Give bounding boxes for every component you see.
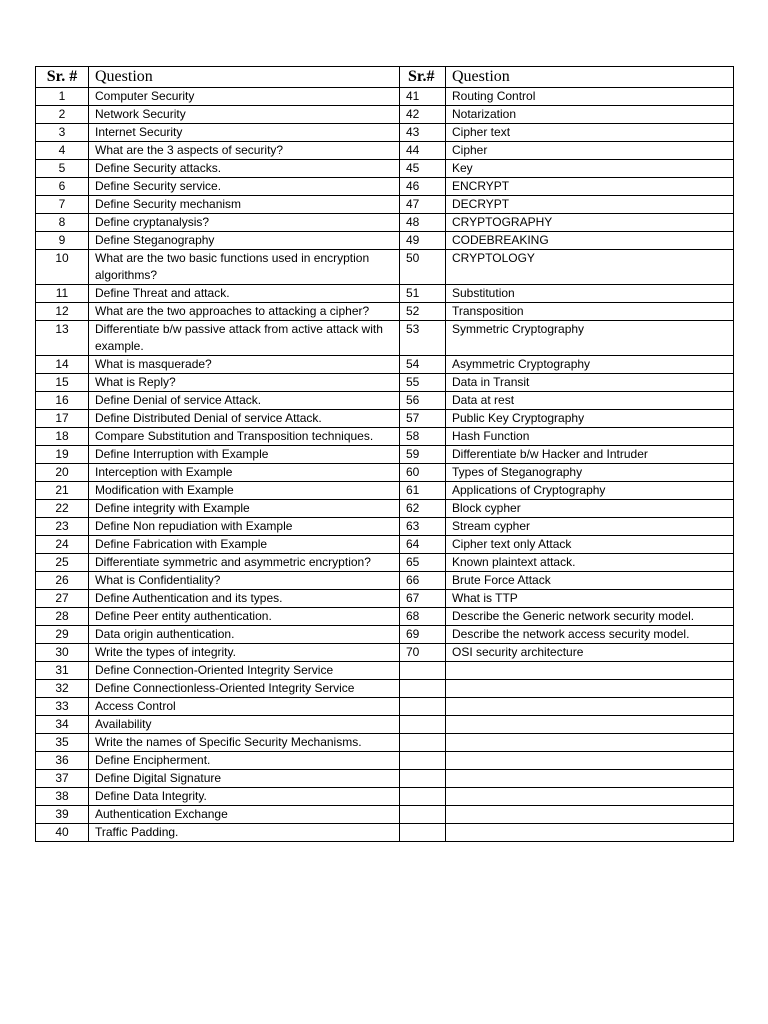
question-left: Define Data Integrity. [89,788,400,806]
sr-number-right: 46 [400,178,446,196]
question-right [446,752,734,770]
sr-number-right: 51 [400,285,446,303]
table-row [36,214,734,232]
table-row [36,500,734,518]
sr-number-right: 69 [400,626,446,644]
question-right: OSI security architecture [446,644,734,662]
question-right: CRYPTOLOGY [446,250,734,285]
sr-number-right [400,662,446,680]
sr-number-left: 34 [36,716,89,734]
sr-number-right: 44 [400,142,446,160]
question-right [446,806,734,824]
question-left: What are the 3 aspects of security? [89,142,400,160]
sr-number-right [400,806,446,824]
table-row [36,788,734,806]
sr-number-right: 47 [400,196,446,214]
question-right: Key [446,160,734,178]
question-left: Define integrity with Example [89,500,400,518]
question-right: Symmetric Cryptography [446,321,734,356]
question-right [446,734,734,752]
table-row [36,410,734,428]
question-right: Differentiate b/w Hacker and Intruder [446,446,734,464]
sr-number-left: 20 [36,464,89,482]
question-left: Define Interruption with Example [89,446,400,464]
table-row [36,554,734,572]
sr-number-left: 15 [36,374,89,392]
question-right [446,698,734,716]
table-row [36,698,734,716]
question-right: Cipher text [446,124,734,142]
sr-number-left: 9 [36,232,89,250]
table-row [36,106,734,124]
sr-number-left: 32 [36,680,89,698]
question-right: Brute Force Attack [446,572,734,590]
question-left: Define Security attacks. [89,160,400,178]
question-right: Substitution [446,285,734,303]
sr-number-left: 13 [36,321,89,356]
question-left: What is Confidentiality? [89,572,400,590]
table-row [36,392,734,410]
sr-number-right: 55 [400,374,446,392]
sr-number-right: 60 [400,464,446,482]
question-right: Routing Control [446,88,734,106]
sr-number-right: 50 [400,250,446,285]
sr-number-right [400,770,446,788]
table-row [36,626,734,644]
sr-number-left: 35 [36,734,89,752]
sr-number-left: 25 [36,554,89,572]
question-left: Define Authentication and its types. [89,590,400,608]
sr-number-left: 19 [36,446,89,464]
table-row [36,518,734,536]
sr-number-right [400,698,446,716]
table-row [36,321,734,356]
table-row [36,536,734,554]
header-sr-left: Sr. # [36,67,89,88]
question-left: Differentiate b/w passive attack from active attack with example. [89,321,400,356]
sr-number-left: 23 [36,518,89,536]
question-left: What are the two approaches to attacking a cipher? [89,303,400,321]
header-question-left: Question [89,67,400,88]
table-row [36,285,734,303]
question-left: Define Denial of service Attack. [89,392,400,410]
sr-number-left: 1 [36,88,89,106]
question-left: Authentication Exchange [89,806,400,824]
sr-number-left: 6 [36,178,89,196]
sr-number-right [400,680,446,698]
question-right [446,680,734,698]
sr-number-right: 49 [400,232,446,250]
table-row [36,806,734,824]
question-right [446,716,734,734]
table-row [36,482,734,500]
question-left: What are the two basic functions used in encryption algorithms? [89,250,400,285]
question-right [446,824,734,842]
table-row [36,446,734,464]
sr-number-right: 66 [400,572,446,590]
question-right: Types of Steganography [446,464,734,482]
question-right: Data in Transit [446,374,734,392]
question-right [446,770,734,788]
sr-number-right: 61 [400,482,446,500]
sr-number-right [400,716,446,734]
sr-number-left: 2 [36,106,89,124]
sr-number-left: 26 [36,572,89,590]
question-left: Data origin authentication. [89,626,400,644]
sr-number-right [400,824,446,842]
sr-number-right: 43 [400,124,446,142]
table-row [36,464,734,482]
question-left: Computer Security [89,88,400,106]
question-left: Differentiate symmetric and asymmetric encryption? [89,554,400,572]
sr-number-right: 59 [400,446,446,464]
table-row [36,734,734,752]
sr-number-right [400,734,446,752]
question-left: Compare Substitution and Transposition techniques. [89,428,400,446]
table-row [36,572,734,590]
sr-number-left: 16 [36,392,89,410]
sr-number-right [400,788,446,806]
table-row [36,178,734,196]
sr-number-left: 5 [36,160,89,178]
table-row [36,88,734,106]
question-right: Block cypher [446,500,734,518]
sr-number-left: 10 [36,250,89,285]
sr-number-left: 8 [36,214,89,232]
sr-number-right: 65 [400,554,446,572]
sr-number-left: 24 [36,536,89,554]
question-left: Access Control [89,698,400,716]
sr-number-right: 54 [400,356,446,374]
question-left: What is masquerade? [89,356,400,374]
question-right: CODEBREAKING [446,232,734,250]
table-row [36,770,734,788]
table-row [36,716,734,734]
question-right: Known plaintext attack. [446,554,734,572]
table-body [36,88,734,842]
sr-number-left: 37 [36,770,89,788]
question-right: Hash Function [446,428,734,446]
question-left: Define cryptanalysis? [89,214,400,232]
question-right: CRYPTOGRAPHY [446,214,734,232]
sr-number-left: 33 [36,698,89,716]
sr-number-right: 67 [400,590,446,608]
table-row [36,752,734,770]
sr-number-left: 29 [36,626,89,644]
sr-number-right: 56 [400,392,446,410]
sr-number-left: 36 [36,752,89,770]
question-left: Define Distributed Denial of service Attack. [89,410,400,428]
table-row [36,662,734,680]
question-left: Define Threat and attack. [89,285,400,303]
sr-number-right: 42 [400,106,446,124]
question-right: Transposition [446,303,734,321]
table-row [36,142,734,160]
question-left: Define Security mechanism [89,196,400,214]
sr-number-right: 48 [400,214,446,232]
question-left: Define Connection-Oriented Integrity Service [89,662,400,680]
question-left: What is Reply? [89,374,400,392]
question-left: Define Non repudiation with Example [89,518,400,536]
sr-number-left: 14 [36,356,89,374]
header-row [36,67,734,88]
question-right: Applications of Cryptography [446,482,734,500]
sr-number-left: 31 [36,662,89,680]
question-right: Data at rest [446,392,734,410]
question-left: Interception with Example [89,464,400,482]
table-row [36,124,734,142]
sr-number-right [400,752,446,770]
table-row [36,590,734,608]
sr-number-left: 11 [36,285,89,303]
header-question-right: Question [446,67,734,88]
question-left: Write the types of integrity. [89,644,400,662]
question-right: Cipher text only Attack [446,536,734,554]
sr-number-left: 28 [36,608,89,626]
sr-number-right: 70 [400,644,446,662]
sr-number-right: 63 [400,518,446,536]
table-row [36,608,734,626]
sr-number-left: 12 [36,303,89,321]
question-left: Define Peer entity authentication. [89,608,400,626]
question-left: Define Fabrication with Example [89,536,400,554]
sr-number-left: 39 [36,806,89,824]
sr-number-left: 4 [36,142,89,160]
sr-number-right: 53 [400,321,446,356]
sr-number-left: 40 [36,824,89,842]
question-left: Define Steganography [89,232,400,250]
question-right: Notarization [446,106,734,124]
sr-number-right: 45 [400,160,446,178]
question-left: Internet Security [89,124,400,142]
table-row [36,680,734,698]
sr-number-right: 68 [400,608,446,626]
table-row [36,824,734,842]
question-left: Traffic Padding. [89,824,400,842]
question-right: Asymmetric Cryptography [446,356,734,374]
table-row [36,428,734,446]
sr-number-right: 58 [400,428,446,446]
question-right: What is TTP [446,590,734,608]
question-left: Define Digital Signature [89,770,400,788]
table-row [36,374,734,392]
table-row [36,644,734,662]
sr-number-left: 30 [36,644,89,662]
question-left: Define Encipherment. [89,752,400,770]
header-sr-right: Sr.# [400,67,446,88]
sr-number-left: 27 [36,590,89,608]
sr-number-right: 52 [400,303,446,321]
question-right: DECRYPT [446,196,734,214]
table-row [36,160,734,178]
sr-number-right: 64 [400,536,446,554]
table-row [36,356,734,374]
table-row [36,303,734,321]
table-row [36,250,734,285]
sr-number-left: 38 [36,788,89,806]
question-right [446,662,734,680]
sr-number-left: 3 [36,124,89,142]
question-left: Write the names of Specific Security Mechanisms. [89,734,400,752]
question-right: Describe the network access security model. [446,626,734,644]
question-left: Define Security service. [89,178,400,196]
sr-number-right: 57 [400,410,446,428]
question-right: Describe the Generic network security model. [446,608,734,626]
question-table [35,66,734,842]
question-right: Cipher [446,142,734,160]
question-left: Network Security [89,106,400,124]
sr-number-left: 18 [36,428,89,446]
question-right: Stream cypher [446,518,734,536]
sr-number-right: 41 [400,88,446,106]
sr-number-left: 7 [36,196,89,214]
sr-number-left: 21 [36,482,89,500]
table-row [36,232,734,250]
sr-number-left: 22 [36,500,89,518]
question-left: Define Connectionless-Oriented Integrity Service [89,680,400,698]
question-right [446,788,734,806]
table-row [36,196,734,214]
question-left: Modification with Example [89,482,400,500]
sr-number-left: 17 [36,410,89,428]
sr-number-right: 62 [400,500,446,518]
question-left: Availability [89,716,400,734]
question-right: Public Key Cryptography [446,410,734,428]
question-right: ENCRYPT [446,178,734,196]
